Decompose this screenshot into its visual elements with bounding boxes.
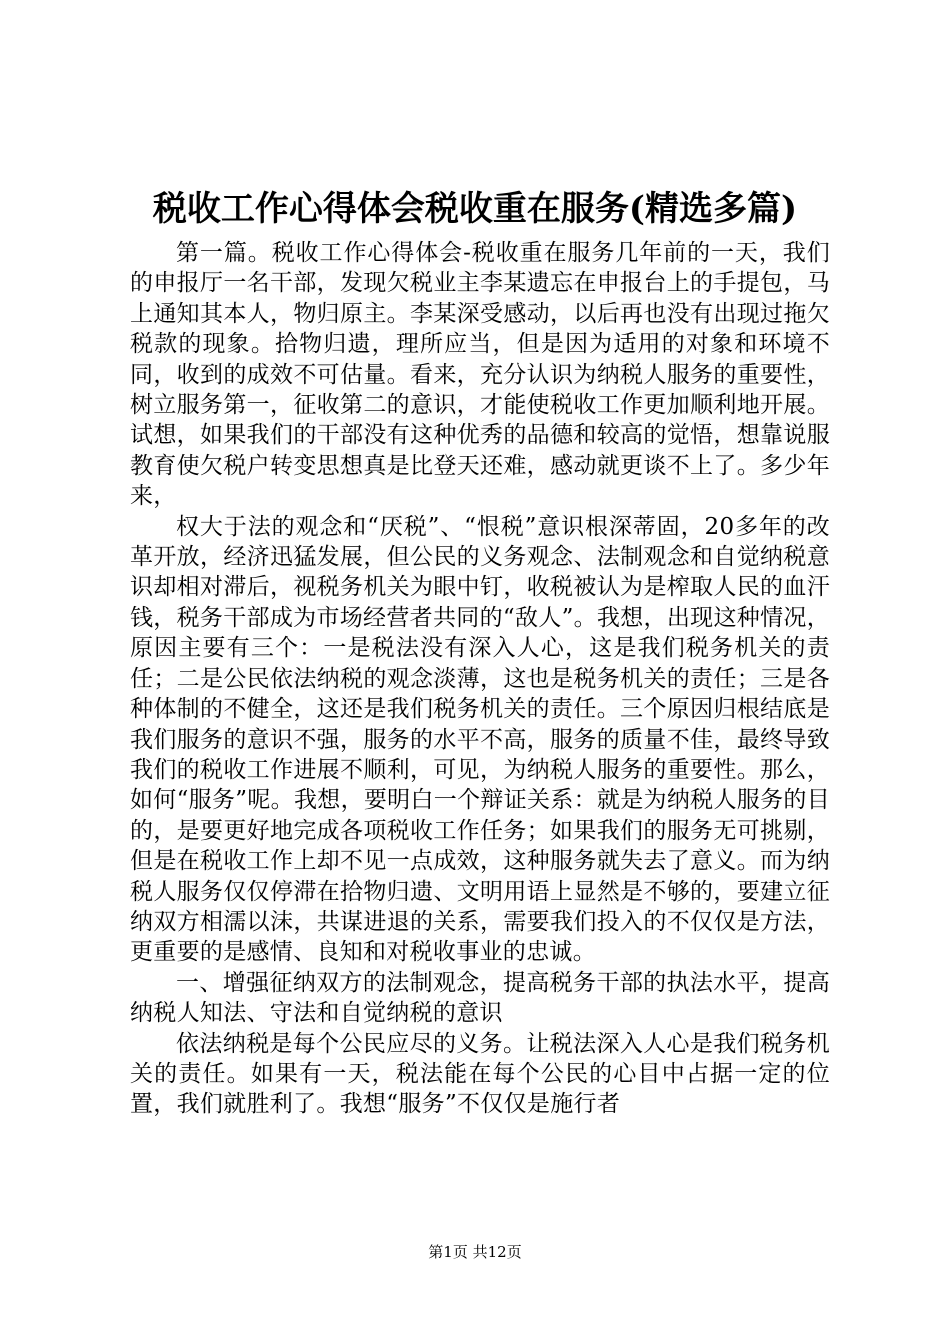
paragraph-3: 一、增强征纳双方的法制观念，提高税务干部的执法水平，提高纳税人知法、守法和自觉纳税的意识 — [130, 969, 830, 1027]
document-body — [130, 238, 830, 1120]
paragraph-1: 第一篇。税收工作心得体会-税收重在服务几年前的一天，我们的申报厅一名干部，发现欠税业主李某遗忘在申报台上的手提包，马上通知其本人，物归原主。李某深受感动，以后再也没有出现过拖欠税款的现象。拾物归遗，理所应当，但是因为适用的对象和环境不同，收到的成效不可估量。看来，充分认识为纳税人服务的重要性，树立服务第一，征收第二的意识，才能使税收工作更加顺利地开展。试想，如果我们的干部没有这种优秀的品德和较高的觉悟，想靠说服教育使欠税户转变思想真是比登天还难，感动就更谈不上了。多少年来， — [130, 240, 830, 510]
paragraph-4: 依法纳税是每个公民应尽的义务。让税法深入人心是我们税务机关的责任。如果有一天，税法能在每个公民的心目中占据一定的位置，我们就胜利了。我想“服务”不仅仅是施行者 — [130, 1030, 830, 1118]
document-title: 税收工作心得体会税收重在服务(精选多篇) — [152, 189, 798, 229]
paragraph-2: 权大于法的观念和“厌税”、“恨税”意识根深蒂固，20多年的改革开放，经济迅猛发展，但公民的义务观念、法制观念和自觉纳税意识却相对滞后，视税务机关为眼中钉，收税被认为是榨取人民的血汗钱，税务干部成为市场经营者共同的“敌人”。我想，出现这种情况，原因主要有三个：一是税法没有深入人心，这是我们税务机关的责任；二是公民依法纳税的观念淡薄，这也是税务机关的责任；三是各种体制的不健全，这还是我们税务机关的责任。三个原因归根结底是我们服务的意识不强，服务的水平不高，服务的质量不佳，最终导致我们的税收工作进展不顺利，可见，为纳税人服务的重要性。那么，如何“服务”呢。我想，要明白一个辩证关系：就是为纳税人服务的目的，是要更好地完成各项税收工作任务；如果我们的服务无可挑剔，但是在税收工作上却不见一点成效，这种服务就失去了意义。而为纳税人服务仅仅停滞在拾物归遗、文明用语上显然是不够的，要建立征纳双方相濡以沫，共谋进退的关系，需要我们投入的不仅仅是方法，更重要的是感情、良知和对税收事业的忠诚。 — [130, 513, 830, 966]
page-number-footer: 第1页 共12页 — [428, 1243, 522, 1261]
